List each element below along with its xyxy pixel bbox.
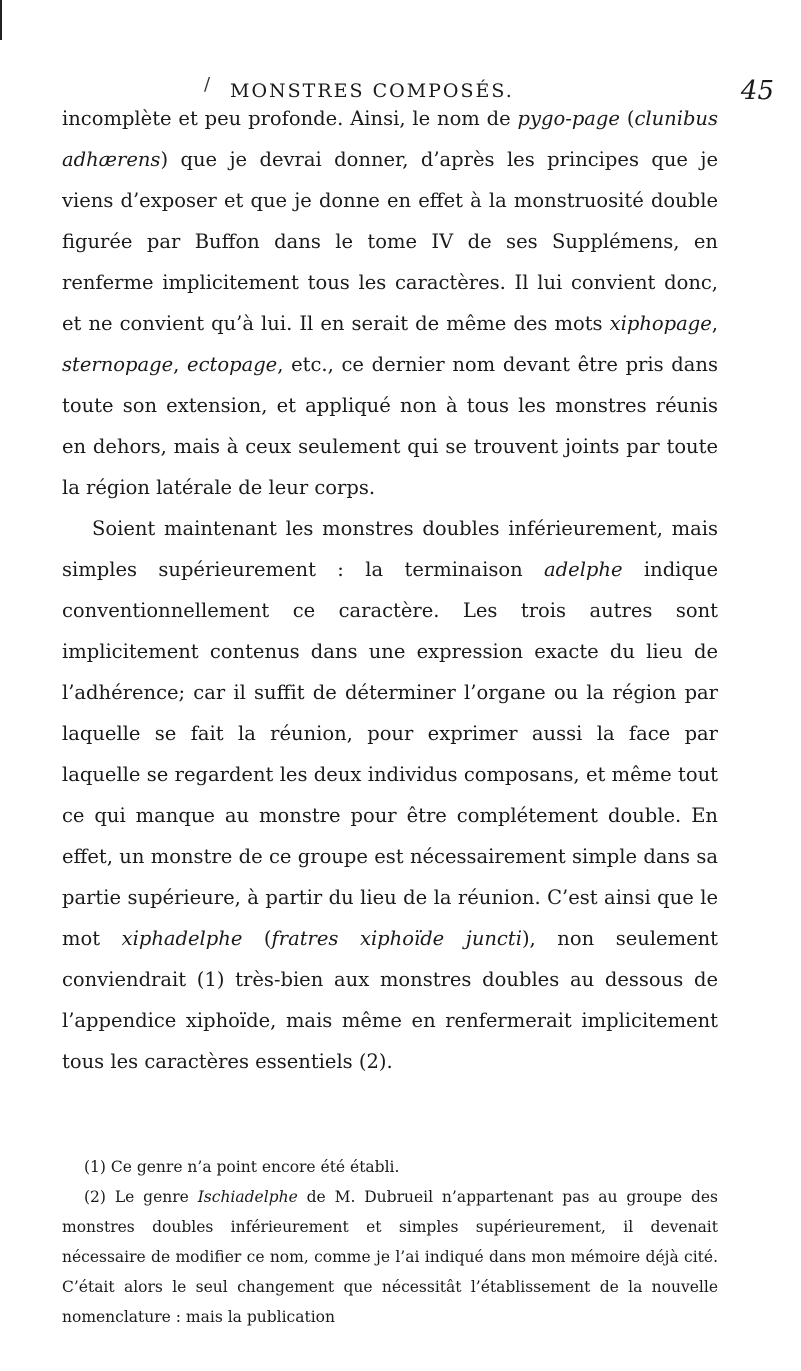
italic-term: xiphopage: [609, 312, 712, 335]
text-run: incomplète et peu profonde. Ainsi, le nom de: [62, 107, 518, 130]
text-run: (: [242, 927, 272, 950]
body-text: [62, 98, 718, 1082]
italic-term: adelphe: [544, 558, 623, 581]
paragraph: [62, 508, 718, 1082]
footnote: [62, 1152, 718, 1182]
text-run: ) que je devrai donner, d’après les principes que je viens d’exposer et que je donne en effet à la monstruosité double figurée par Buffon dans le tome IV de ses Supplémens, en renferme implicitement tous les caractères. Il lui convient donc, et ne convient qu’à lui. Il en serait de même des mots: [62, 148, 718, 335]
italic-term: clunibus adhærens: [62, 107, 718, 171]
text-run: (: [619, 107, 635, 130]
text-run: ), non seulement conviendrait (1) très-bien aux monstres doubles au dessous de l’appendice xiphoïde, mais même en renfermerait implicitement tous les caractères essentiels (2).: [62, 927, 719, 1073]
text-run: ,: [173, 353, 188, 376]
paragraph: [62, 98, 718, 508]
text-run: Soient maintenant les monstres doubles inférieurement, mais simples supérieurement : la terminaison: [62, 517, 718, 581]
page-header: [204, 58, 774, 106]
text-run: de M. Dubrueil n’appartenant pas au groupe des monstres doubles inférieurement et simples supérieurement, il devenait nécessaire de modifier ce nom, comme je l’ai indiqué dans mon mémoire déjà cité. C’était alors le seul changement que nécessitât l’établissement de la nouvelle nomenclature : mais la publication: [62, 1188, 718, 1326]
text-run: (2) Le genre: [84, 1188, 198, 1206]
footnotes: [62, 1152, 718, 1332]
italic-term: pygo-page: [517, 107, 620, 130]
text-run: , etc., ce dernier nom devant être pris dans toute son extension, et appliqué non à tous les monstres réunis en dehors, mais à ceux seulement qui se trouvent joints par toute la région latérale de leur corps.: [62, 353, 718, 499]
running-title: MONSTRES COMPOSÉS.: [230, 80, 514, 102]
text-run: ,: [711, 312, 718, 335]
footnote: [62, 1182, 718, 1332]
page-edge-mark: [0, 0, 2, 40]
italic-term: fratres xiphoïde juncti: [271, 927, 522, 950]
text-run: indique conventionnellement ce caractère. Les trois autres sont implicitement contenus dans une expression exacte du lieu de l’adhérence; car il suffit de déterminer l’organe ou la région par laquelle se fait la réunion, pour exprimer aussi la face par laquelle se regardent les deux individus composans, et même tout ce qui manque au monstre pour être complétement double. En effet, un monstre de ce groupe est nécessairement simple dans sa partie supérieure, à partir du lieu de la réunion. C’est ainsi que le mot: [62, 558, 718, 950]
italic-term: sternopage: [62, 353, 174, 376]
italic-term: Ischiadelphe: [197, 1188, 298, 1206]
italic-term: xiphadelphe: [121, 927, 243, 950]
italic-term: ectopage: [187, 353, 278, 376]
header-tick-mark: /: [204, 74, 211, 95]
text-run: (1) Ce genre n’a point encore été établi.: [84, 1158, 400, 1176]
page-number: 45: [740, 76, 774, 106]
